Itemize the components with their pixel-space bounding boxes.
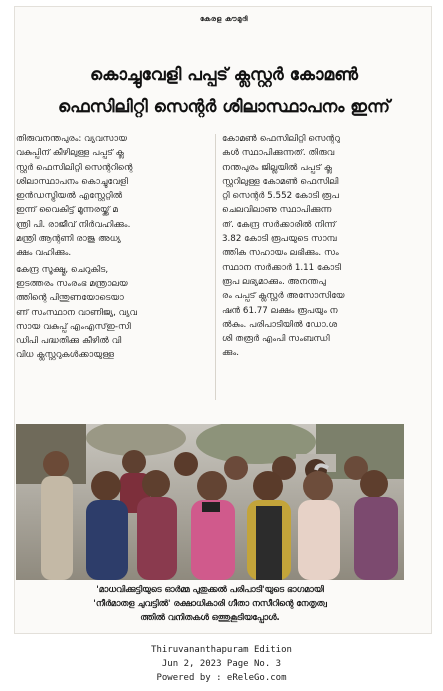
article-line: ഷൻ 61.77 ലക്ഷം രൂപയും ന <box>222 305 338 316</box>
article-line: ശിലാസ്ഥാപനം കൊച്ചുവേളി <box>16 176 128 187</box>
article-line: കോമൺ ഫെസിലിറ്റി സെന്ററു <box>222 134 340 144</box>
headline-line-2: ഫെസിലിറ്റി സെന്റർ ശിലാസ്ഥാപനം ഇന്ന് <box>58 97 390 117</box>
article-line: മന്ത്രി ആന്റണി രാജു അധ്യ <box>16 234 121 245</box>
article-line: 3.82 കോടി രൂപയുടെ സാമ്പ <box>222 234 337 245</box>
article-column-left <box>16 132 204 363</box>
article-line: ത്തിന്റെ പിന്തുണയോടെയാ <box>16 293 124 304</box>
article-line: വകുപ്പിന് കീഴിലുള്ള പപ്പട് ക്ല <box>16 148 124 159</box>
caption-line-1: 'മാധവിക്കുട്ടിയുടെ ഓർമ്മ പുതുക്കൽ പരിപാടി'യുടെ ഭാഗമായി <box>96 584 324 594</box>
article-line: കൾ സ്ഥാപിക്കുന്നത്. തിരുവ <box>222 148 335 159</box>
article-line: ചെലവിലാണു സ്ഥാപിക്കുന്ന <box>222 205 332 216</box>
headline-line-1: കൊച്ചുവേളി പപ്പട് ക്ലസ്റ്റർ കോമൺ <box>89 65 358 85</box>
article-line: ഇന്ന് വൈകിട്ട് മൂന്നരയ്ക്ക് മ <box>16 205 118 216</box>
edition-label: Thiruvananthapuram Edition <box>151 645 292 655</box>
date-page-label: Jun 2, 2023 Page No. 3 <box>161 659 282 669</box>
article-line: രം പപ്പട് ക്ലസ്റ്റർ അസോസിയേ <box>222 291 345 302</box>
article-line: ക്ഷം വഹിക്കും. <box>16 248 72 259</box>
article-line: സ്റ്റർ ഫെസിലിറ്റി സെന്ററിന്റെ <box>16 162 133 173</box>
article-line: നന്തപുരം ജില്ലയിൽ പപ്പട് ക്ല <box>222 162 333 173</box>
article-line: ക്കും. <box>222 348 239 359</box>
article-line: കേന്ദ്ര സൂക്ഷ്മ, ചെറുകിട, <box>16 264 109 275</box>
article-line: സ്ഥാന സർക്കാർ 1.11 കോടി <box>222 262 341 273</box>
article-line: രൂപ ലഭ്യമാക്കും. അനന്തപു <box>222 276 326 287</box>
article-column-right <box>222 132 410 361</box>
article-line: ൽകും. പരിപാടിയിൽ ഡോ.ശ <box>222 319 338 330</box>
article-line: തിരുവനന്തപുരം: വ്യവസായ <box>16 134 127 144</box>
caption-line-2: 'നീർമാതള ചുവട്ടിൽ' രക്ഷാധികാരി ഗീതാ നസീറിന്റെ നേതൃത്വ <box>93 598 327 608</box>
article-body <box>16 132 412 412</box>
photo-caption <box>16 582 404 624</box>
column-divider <box>215 134 216 400</box>
article-line: സായ വകുപ്പ് എംഎസ്ഇ-സി <box>16 321 131 332</box>
headline <box>21 59 427 123</box>
article-line: റ്റി സെന്റർ 5.552 കോടി രൂപ <box>222 191 339 202</box>
article-line: ഇൻഡസ്ട്രിയൽ എസ്റ്റേറ്റിൽ <box>16 191 123 202</box>
article-line: ശി തരൂർ എംപി സംബന്ധി <box>222 334 330 345</box>
article-line: വിധ ക്ലസ്റ്ററുകൾക്കായുള്ള <box>16 350 115 361</box>
powered-by-link[interactable]: Powered by : eReleGo.com <box>156 673 287 683</box>
article-line: സ്റ്ററിലുള്ള കോമൺ ഫെസിലി <box>222 176 339 187</box>
article-line: ഡിപി പദ്ധതിക്കു കീഴിൽ വി <box>16 336 122 347</box>
article-line: ന്ത്രി പി. രാജീവ് നിർവഹിക്കും. <box>16 219 131 230</box>
epaper-footer <box>0 643 443 685</box>
caption-line-3: ത്തിൽ വനിതകൾ ഒത്തുകൂടിയപ്പോൾ. <box>140 612 280 622</box>
article-line: ഇടത്തരം സംരംഭ മന്ത്രാലയ <box>16 278 128 289</box>
masthead: കേരള കൗമുദി <box>199 15 249 23</box>
group-photo-illustration <box>16 424 404 580</box>
article-line: ണ് സംസ്ഥാന വാണിജ്യ, വ്യവ <box>16 307 138 318</box>
news-photo <box>16 424 404 580</box>
article-line: ത്. കേന്ദ്ര സർക്കാരിൽ നിന്ന് <box>222 219 336 230</box>
article-line: ത്തിക സഹായം ലഭിക്കും. സം <box>222 248 339 259</box>
